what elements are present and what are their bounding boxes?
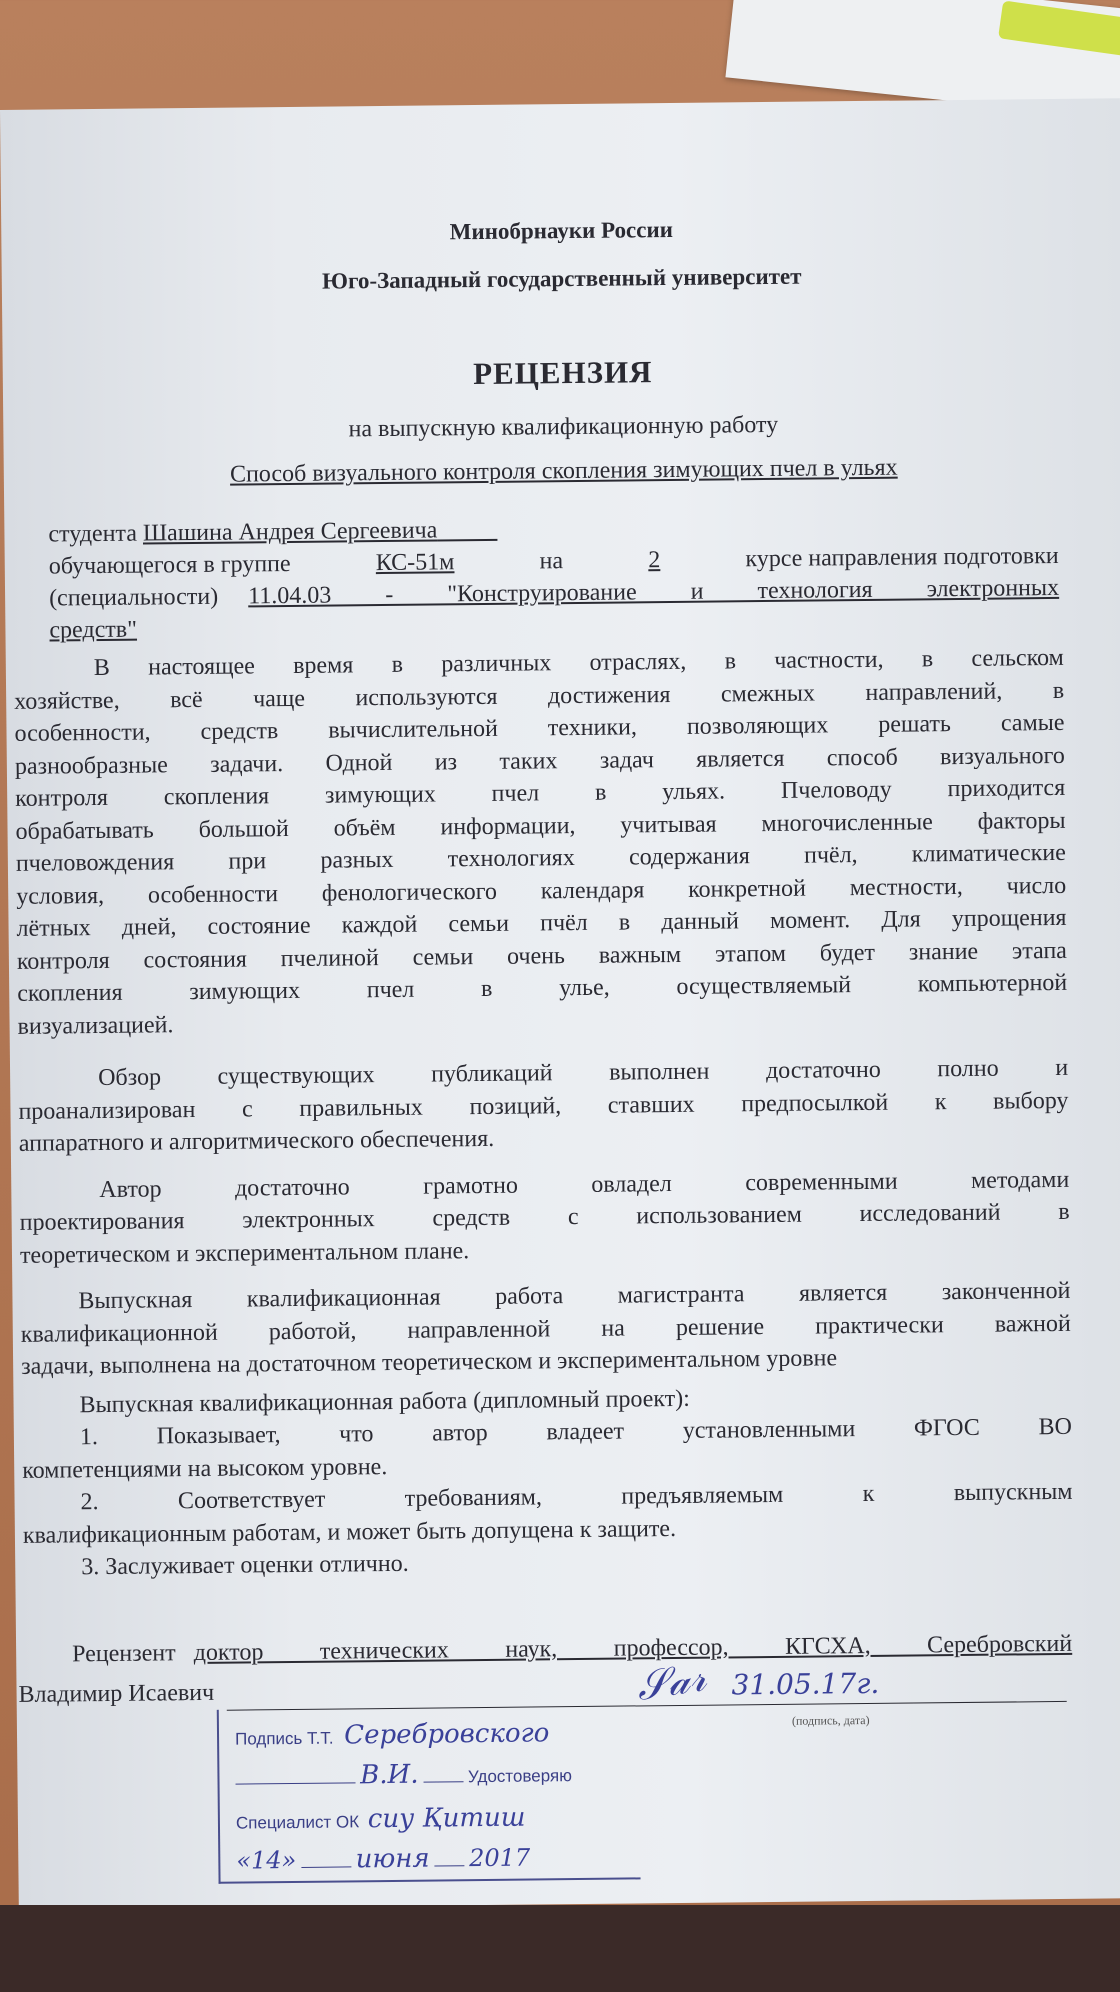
- body-line: контроля состояния пчелиной семьи очень важным этапом будет знание этапа: [16, 937, 1067, 975]
- course-value: 2: [648, 547, 661, 574]
- thesis-topic: Способ визуального контроля скопления зимующих пчел в ульях: [229, 454, 898, 488]
- stamp-month: июня: [355, 1843, 430, 1875]
- group-prefix: обучающегося в группе: [48, 550, 291, 580]
- body-line: Выпускная квалификационная работа (дипломный проект):: [79, 1385, 690, 1418]
- reviewer-label: Рецензент: [72, 1640, 176, 1668]
- body-line: Выпускная квалификационная работа магистранта является законченной: [78, 1277, 1071, 1315]
- body-line: проектирования электронных средств с использованием исследований в: [19, 1198, 1070, 1236]
- body-line: В настоящее время в различных отраслях, в частности, в сельском: [93, 644, 1064, 682]
- reviewer-signature-date: 31.05.17г.: [731, 1666, 880, 1702]
- course-suffix: курсе направления подготовки: [745, 542, 1059, 573]
- review-document: [0, 98, 1120, 1910]
- body-line: аппаратного и алгоритмического обеспечения.: [18, 1125, 495, 1157]
- reviewer-details: доктор технических наук, профессор, КГСХА, Серебровский: [193, 1630, 1073, 1667]
- signature-caption: (подпись, дата): [791, 1712, 870, 1728]
- body-line: пчеловождения при разных технологиях содержания пчёл, климатические: [15, 839, 1066, 877]
- reviewer-name: Владимир Исаевич: [18, 1679, 215, 1708]
- body-line: теоретическом и экспериментальном плане.: [19, 1237, 470, 1269]
- stamp-certify-label: Удостоверяю: [467, 1766, 573, 1787]
- body-line: контроля скопления зимующих пчел в ульях. Пчеловоду приходится: [15, 774, 1066, 812]
- stamp-handwritten-initials: В.И.: [360, 1759, 419, 1791]
- stamp-signature-label: Подпись Т.Т.: [234, 1728, 334, 1749]
- body-line: Автор достаточно грамотно овладел современными методами: [99, 1166, 1070, 1203]
- group-value: КС-51м: [375, 549, 455, 577]
- body-line: 3. Заслуживает оценки отлично.: [81, 1550, 409, 1581]
- body-line: скопления зимующих пчел в улье, осуществляемый компьютерной: [17, 969, 1068, 1007]
- reviewer-signature: 𝒮𝒶𝓇: [633, 1654, 710, 1711]
- student-prefix: студента: [48, 520, 138, 548]
- desk-bottom-edge: [0, 1905, 1120, 1992]
- ministry-header: Минобрнауки России: [449, 216, 674, 245]
- student-name: Шашина Андрея Сергеевича: [142, 517, 438, 547]
- body-line: квалификационной работой, направленной на решение практически важной: [20, 1310, 1071, 1348]
- body-line: 2. Соответствует требованиям, предъявляемым к выпускным: [80, 1478, 1073, 1516]
- stamp-year: 2017: [469, 1843, 531, 1873]
- specialty-value-cont: средств": [49, 616, 138, 644]
- body-line: Обзор существующих публикаций выполнен достаточно полно и: [98, 1054, 1069, 1092]
- reviewer-line: [72, 1629, 1072, 1669]
- body-line: разнообразные задачи. Одной из таких задач является способ визуального: [14, 742, 1065, 780]
- stamp-handwritten-surname: Серебровского: [344, 1718, 550, 1751]
- certification-stamp: [217, 1705, 641, 1883]
- body-line: квалификационным работам, и может быть допущена к защите.: [22, 1515, 677, 1549]
- body-line: хозяйстве, всё чаще используются достижения смежных направлений, в: [14, 677, 1065, 715]
- document-title: РЕЦЕНЗИЯ: [472, 354, 653, 392]
- body-line: визуализацией.: [17, 1011, 174, 1040]
- specialty-value: 11.04.03 - "Конструирование и технология электронных: [248, 574, 1060, 610]
- document-subtitle: на выпускную квалификационную работу: [348, 411, 779, 443]
- body-line: лётных дней, состояние каждой семьи пчёл в данный момент. Для упрощения: [16, 904, 1067, 942]
- body-line: 1. Показывает, что автор владеет установленными ФГОС ВО: [79, 1413, 1072, 1451]
- group-on: на: [539, 548, 564, 575]
- stamp-day: «14»: [236, 1845, 297, 1875]
- body-line: задачи, выполнена на достаточном теоретическом и экспериментальном уровне: [21, 1345, 838, 1380]
- body-line: условия, особенности фенологического календаря конкретной местности, число: [16, 872, 1067, 910]
- body-line: компетенциями на высоком уровне.: [22, 1453, 388, 1484]
- stamp-specialist-signature: сиу Қитиш: [367, 1802, 526, 1835]
- stamp-specialist-label: Специалист ОК: [235, 1812, 360, 1833]
- student-line: [48, 515, 497, 550]
- body-line: проанализирован с правильных позиций, ставших предпосылкой к выбору: [18, 1087, 1069, 1125]
- body-line: особенности, средств вычислительной техники, позволяющих решать самые: [14, 709, 1065, 747]
- university-header: Юго-Западный государственный университет: [321, 263, 802, 294]
- body-line: обрабатывать большой объём информации, учитывая многочисленные факторы: [15, 807, 1066, 845]
- specialty-prefix: (специальности): [48, 583, 219, 612]
